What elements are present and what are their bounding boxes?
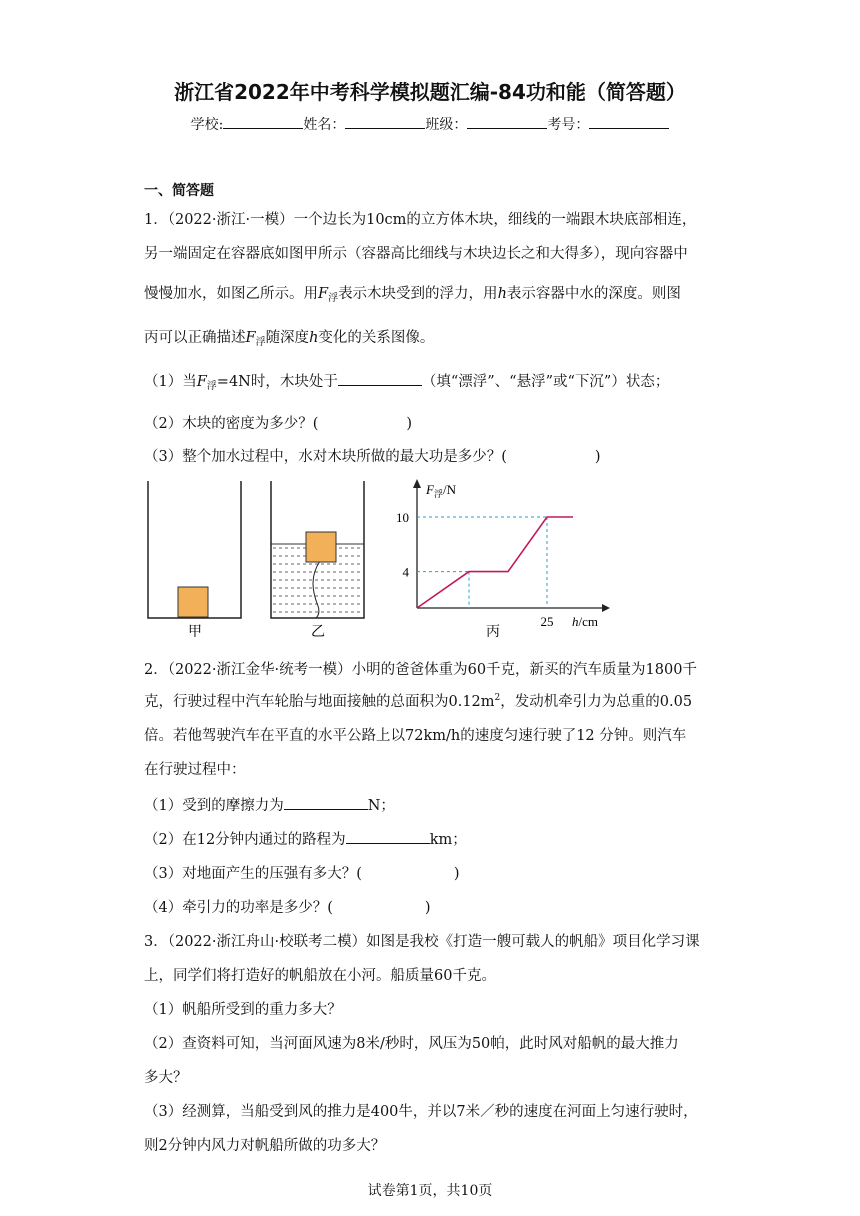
school-blank <box>223 114 303 129</box>
wood-block-yi <box>306 532 336 562</box>
q3-subquestion-3: （3）经测算，当船受到风的推力是400牛，并以7米／秒的速度在河面上匀速行驶时， <box>144 1104 698 1120</box>
label-yi: 乙 <box>311 625 325 640</box>
name-label: 姓名： <box>303 117 346 133</box>
y-axis-arrow <box>413 479 421 488</box>
exam-no-blank <box>589 114 669 129</box>
container-jia <box>148 481 241 618</box>
y-tick-4: 4 <box>402 564 409 580</box>
q3-subquestion-3-cont: 则2分钟内风力对帆船所做的功多大？ <box>144 1138 386 1154</box>
q2-line3: 倍。若他驾驶汽车在平直的水平公路上以72km/h的速度匀速行驶了12 分钟。则汽车 <box>144 728 687 744</box>
chart-bing <box>396 479 610 629</box>
answer-blank <box>284 795 368 810</box>
page-title: 浙江省2022年中考科学模拟题汇编-84功和能（简答题） <box>174 80 686 104</box>
x-axis-label: h/cm <box>572 614 598 629</box>
q1-subquestion-1: （1）当$F_浮=4N$时，木块处于 （填“漂浮”、“悬浮”或“下沉”）状态； <box>144 370 669 391</box>
series-line-f-buoyancy <box>417 517 573 608</box>
q1-line2: 另一端固定在容器底如图甲所示（容器高比细线与木块边长之和大得多），现向容器中 <box>144 246 688 262</box>
q3-subquestion-2: （2）查资料可知，当河面风速为8米/秒时，风压为50帕，此时风对船帆的最大推力 <box>144 1036 679 1052</box>
q3-line2: 上，同学们将打造好的帆船放在小河。船质量60千克。 <box>144 968 496 984</box>
q2-subquestion-2: （2）在12分钟内通过的路程为 km； <box>144 828 467 849</box>
q3-line1: 3．（2022·浙江舟山·校联考二模）如图是我校《打造一艘可载人的帆船》项目化学习课 <box>144 934 700 950</box>
answer-blank <box>346 829 430 844</box>
school-label: 学校: <box>190 117 224 133</box>
class-blank <box>467 114 547 129</box>
q2-subquestion-1: （1）受到的摩擦力为 N； <box>144 794 395 815</box>
student-info-line <box>0 114 860 134</box>
class-label: 班级： <box>425 117 468 133</box>
q1-line1: 1．（2022·浙江·一模）一个边长为10cm的立方体木块，细线的一端跟木块底部相连， <box>144 212 697 228</box>
x-tick-25: 25 <box>540 614 554 629</box>
wood-block-jia <box>178 587 208 617</box>
section-title: 一、简答题 <box>144 183 214 199</box>
container-yi <box>271 481 364 618</box>
q3-subquestion-2-cont: 多大？ <box>144 1070 188 1086</box>
label-bing: 丙 <box>486 625 500 640</box>
q1-subquestion-3: （3）整个加水过程中，水对木块所做的最大功是多少？( ) <box>144 449 601 465</box>
q2-subquestion-4: （4）牵引力的功率是多少？( ) <box>144 900 431 916</box>
y-axis-label: $F_浮/N$ <box>426 482 456 499</box>
q1-subquestion-2: （2）木块的密度为多少？( ) <box>144 416 413 432</box>
q2-line4: 在行驶过程中： <box>144 762 246 778</box>
q2-line1: 2．（2022·浙江金华·统考一模）小明的爸爸体重为60千克，新买的汽车质量为1800千 <box>144 662 697 678</box>
exam-no-label: 考号： <box>547 117 590 133</box>
q1-line4: 丙可以正确描述$F_浮$随深度h变化的关系图像。 <box>144 330 435 348</box>
answer-blank <box>338 371 422 386</box>
x-axis-arrow <box>602 604 610 612</box>
label-jia: 甲 <box>188 625 202 640</box>
y-tick-10: 10 <box>396 510 409 525</box>
q3-subquestion-1: （1）帆船所受到的重力多大？ <box>144 1002 342 1018</box>
q2-subquestion-3: （3）对地面产生的压强有多大？( ) <box>144 866 460 882</box>
q2-line2: 克，行驶过程中汽车轮胎与地面接触的总面积为$0.12m^2$，发动机牵引力为总重的0.05 <box>144 693 693 710</box>
name-blank <box>345 114 425 129</box>
page-footer: 试卷第1页，共10页 <box>367 1183 493 1199</box>
q1-line3: 慢慢加水，如图乙所示。用$F_浮$表示木块受到的浮力，用h表示容器中水的深度。则图 <box>144 286 681 304</box>
q1-figure <box>140 476 620 646</box>
